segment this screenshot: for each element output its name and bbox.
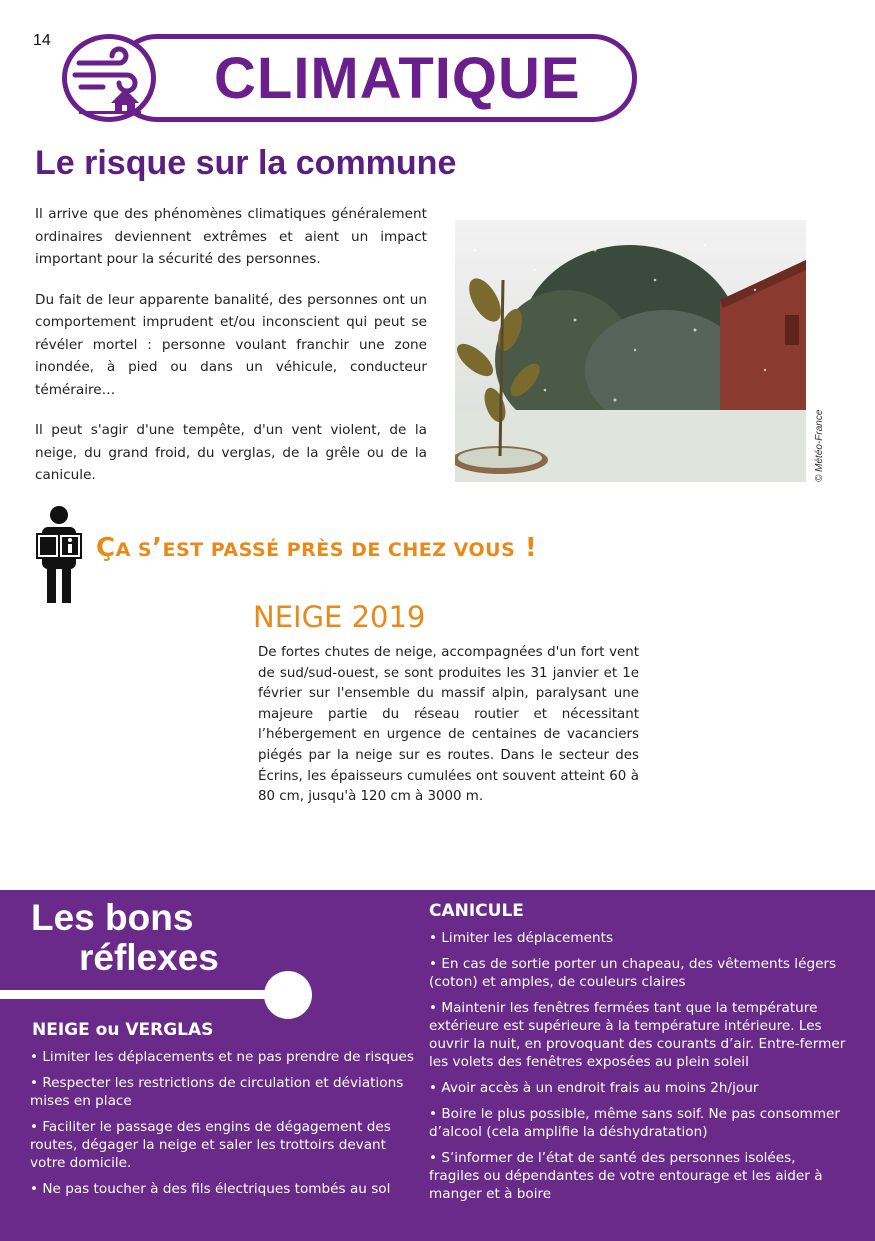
- divider-circle: [264, 971, 312, 1019]
- risk-heading: Le risque sur la commune: [35, 144, 457, 182]
- risk-intro: [35, 203, 427, 505]
- divider-line: [0, 990, 272, 999]
- list-item: • En cas de sortie porter un chapeau, des vêtements légers (coton) et amples, de couleurs claires: [429, 956, 837, 990]
- neige-reflexes: [32, 1020, 422, 1206]
- happened-title-part: ’: [152, 533, 163, 563]
- neige-list: [30, 1048, 422, 1198]
- reader-info-icon: [32, 505, 86, 605]
- title-banner: [113, 34, 637, 122]
- snow-garden-photo: [455, 220, 806, 482]
- page-number: 14: [33, 32, 51, 49]
- happened-title-part: EST PASSÉ PRÈS DE CHEZ VOUS: [162, 539, 516, 561]
- risk-paragraph: Du fait de leur apparente banalité, des personnes ont un comportement imprudent et/ou inconscient qui peut se révéler mortel : personne voulant franchir une zone inondée, à pied ou dans un véhicule, conducteur téméraire…: [35, 291, 427, 398]
- photo-credit: © Météo-France: [814, 409, 825, 482]
- risk-paragraph: Il peut s'agir d'une tempête, d'un vent violent, de la neige, du grand froid, du verglas, de la grêle ou de la canicule.: [35, 422, 427, 483]
- canicule-heading: CANICULE: [429, 901, 524, 921]
- list-item: • S’informer de l’état de santé des personnes isolées, fragiles ou dépendantes de votre entourage et les aider à manger et à boire: [429, 1150, 823, 1202]
- list-item: • Respecter les restrictions de circulation et déviations mises en place: [30, 1075, 404, 1109]
- happened-title-part: A S: [115, 539, 153, 561]
- happened-title-part: Ç: [96, 533, 116, 563]
- list-item: • Limiter les déplacements: [429, 930, 614, 946]
- list-item: • Limiter les déplacements et ne pas prendre de risques: [30, 1049, 415, 1065]
- wind-house-icon: [62, 34, 156, 122]
- event-title: NEIGE 2019: [253, 600, 426, 634]
- happened-title-part: !: [515, 533, 538, 563]
- reflexes-title-line: réflexes: [79, 937, 219, 978]
- happened-title: [96, 533, 537, 563]
- list-item: • Maintenir les fenêtres fermées tant que la température extérieure est supérieure à la température intérieure. Les ouvrir la nuit, en provoquant des courants d’air. Entre-fermer les volets des fenêtres exposées au plein soleil: [429, 1000, 846, 1070]
- reflexes-title-line: Les bons: [31, 897, 194, 938]
- risk-paragraph: Il arrive que des phénomènes climatiques généralement ordinaires deviennent extrêmes et aient un impact important pour la sécurité des personnes.: [35, 206, 427, 267]
- canicule-reflexes: [429, 901, 849, 1211]
- page-title: CLIMATIQUE: [214, 46, 581, 111]
- list-item: • Ne pas toucher à des fils électriques tombés au sol: [30, 1181, 391, 1197]
- list-item: • Avoir accès à un endroit frais au moins 2h/jour: [429, 1080, 759, 1096]
- list-item: • Faciliter le passage des engins de dégagement des routes, dégager la neige et saler les trottoirs devant votre domicile.: [30, 1119, 391, 1171]
- list-item: • Boire le plus possible, même sans soif. Ne pas consommer d’alcool (cela amplifie la déshydratation): [429, 1106, 840, 1140]
- event-description: De fortes chutes de neige, accompagnées d'un fort vent de sud/sud-ouest, se sont produites les 31 janvier et 1e février sur l'ensemble du massif alpin, paralysant une majeure partie du réseau routier et nécessitant l’hébergement en urgence de centaines de vacanciers piégés par la neige sur es routes. Dans le secteur des Écrins, les épaisseurs cumulées ont souvent atteint 60 à 80 cm, jusqu'à 120 cm à 3000 m.: [258, 645, 639, 805]
- reflexes-title: [31, 898, 219, 978]
- neige-heading: NEIGE ou VERGLAS: [32, 1020, 214, 1040]
- canicule-list: [429, 929, 849, 1203]
